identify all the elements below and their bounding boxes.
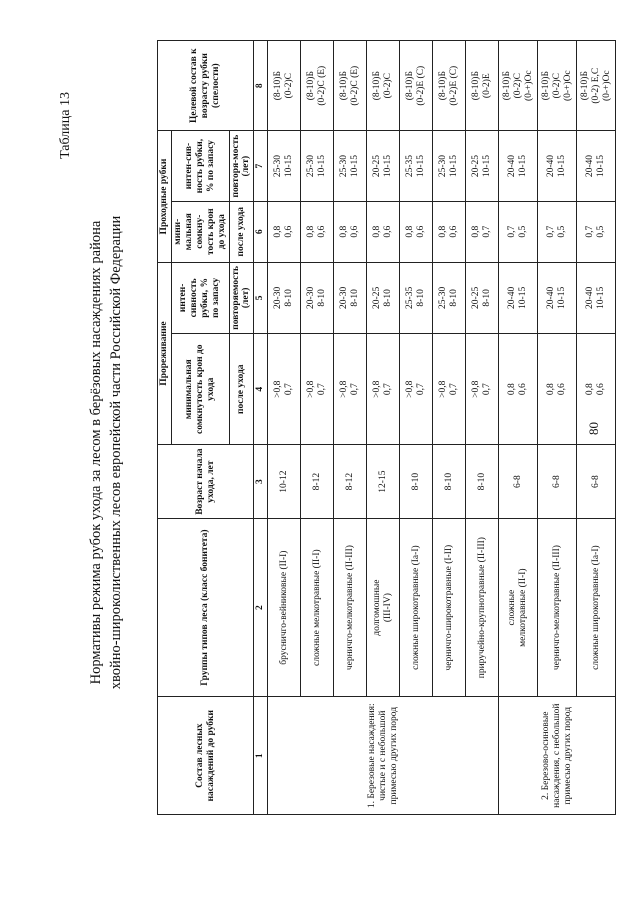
header-intensity-label: интен-сивность рубки, %: [178, 278, 211, 318]
forest-type-cell: сложные мелкотравные (II-I): [499, 518, 538, 697]
min-closure-cell: 0,8 0,6: [538, 334, 577, 445]
start-age-cell: 6-8: [499, 445, 538, 519]
intensity-cell: 20-30 8-10: [301, 262, 334, 333]
min-closure-pass-cell: 0,7 0,5: [538, 201, 577, 262]
header-after-care-pass: после ухода: [229, 201, 254, 262]
target-composition-cell: (8-10)Б (0-2)С: [268, 41, 301, 131]
intensity-cell: 20-40 10-15: [577, 262, 616, 333]
intensity-cell: 25-35 8-10: [400, 262, 433, 333]
target-composition-cell: (8-10)Б (0-2)Е: [466, 41, 499, 131]
header-min-closure-pass: мини-мальная сомкну-тость крон до ухода: [171, 201, 229, 262]
intensity-pass-cell: 25-30 10-15: [433, 131, 466, 201]
col-number: 7: [254, 131, 268, 201]
header-start-age: Возраст начала ухода, лет: [158, 445, 254, 519]
min-closure-pass-cell: 0,7 0,5: [577, 201, 616, 262]
min-closure-pass-cell: 0,8 0,6: [433, 201, 466, 262]
col-number: 6: [254, 201, 268, 262]
header-passing-cuts: Проходные рубки: [158, 131, 172, 262]
table-title-line1: Нормативы режима рубок ухода за лесом в берёзовых насаждениях района: [88, 220, 104, 685]
col-number: 8: [254, 41, 268, 131]
min-closure-cell: >0,8 0,7: [433, 334, 466, 445]
header-min-closure: минимальная сомкнутость крон до ухода: [171, 334, 229, 445]
group-label: 2. Березово-осиновые насаждения, с небольшой примесью других пород: [499, 697, 616, 815]
start-age-cell: 8-10: [466, 445, 499, 519]
min-closure-cell: >0,8 0,7: [268, 334, 301, 445]
forest-type-cell: брусничго-вейниковые (II-I): [268, 518, 301, 697]
forest-type-cell: черничго-мелкотравные (II-III): [538, 518, 577, 697]
start-age-cell: 10-12: [268, 445, 301, 519]
target-composition-cell: (8-10)Б (0-2)С (Е): [334, 41, 367, 131]
min-closure-cell: >0,8 0,7: [400, 334, 433, 445]
min-closure-pass-cell: 0,8 0,6: [334, 201, 367, 262]
table-row: [268, 41, 301, 815]
page-number: 80: [586, 422, 601, 435]
header-target-composition: Целевой состав к возрасту рубки (спелости): [158, 41, 254, 131]
intensity-pass-cell: 20-25 10-15: [367, 131, 400, 201]
min-closure-pass-cell: 0,8 0,6: [268, 201, 301, 262]
forest-type-cell: долгомошные (III-IV): [367, 518, 400, 697]
intensity-cell: 20-30 8-10: [268, 262, 301, 333]
min-closure-cell: >0,8 0,7: [466, 334, 499, 445]
start-age-cell: 8-12: [301, 445, 334, 519]
target-composition-cell: (8-10)Б (0-2)Е (С): [400, 41, 433, 131]
min-closure-pass-cell: 0,8 0,6: [367, 201, 400, 262]
start-age-cell: 6-8: [577, 445, 616, 519]
intensity-cell: 20-25 8-10: [367, 262, 400, 333]
start-age-cell: 12-15: [367, 445, 400, 519]
col-number: 5: [254, 262, 268, 333]
intensity-pass-cell: 25-30 10-15: [268, 131, 301, 201]
forest-type-cell: сложные широкотравные (Iа-I): [577, 518, 616, 697]
intensity-cell: 20-25 8-10: [466, 262, 499, 333]
header-composition: Состав лесных насаждений до рубки: [158, 697, 254, 815]
min-closure-cell: >0,8 0,7: [301, 334, 334, 445]
min-closure-pass-cell: 0,8 0,6: [301, 201, 334, 262]
forest-type-cell: черничго-широкотравные (I-II): [433, 518, 466, 697]
target-composition-cell: (8-10)Б (0-2)С (Е): [301, 41, 334, 131]
intensity-pass-cell: 20-40 10-15: [577, 131, 616, 201]
group-label: 1. Березовые насаждения: чистые и с небольшой примесью других пород: [268, 697, 499, 815]
min-closure-cell: >0,8 0,7: [334, 334, 367, 445]
header-repeat-pass: повторя-мость (лет): [229, 131, 254, 201]
norms-table: [157, 40, 616, 815]
col-number: 4: [254, 334, 268, 445]
intensity-pass-cell: 25-30 10-15: [334, 131, 367, 201]
forest-type-cell: приручейно-крупнотравные (II-III): [466, 518, 499, 697]
header-by-stock: по запасу: [211, 277, 222, 318]
header-repeat: повторяемость (лет): [229, 262, 254, 333]
intensity-pass-cell: 20-25 10-15: [466, 131, 499, 201]
forest-type-cell: сложные мелкотравные (II-I): [301, 518, 334, 697]
table-body: [268, 41, 616, 815]
col-number: 1: [254, 697, 268, 815]
start-age-cell: 8-10: [400, 445, 433, 519]
target-composition-cell: (8-10)Б (0-2)Е (С): [433, 41, 466, 131]
target-composition-cell: (8-10)Б (0-2)С (0-+)Ос: [499, 41, 538, 131]
intensity-cell: 20-30 8-10: [334, 262, 367, 333]
header-after-care: после ухода: [229, 334, 254, 445]
header-intensity-pass: интен-сив-ность рубки, % по запасу: [171, 131, 229, 201]
intensity-cell: 25-30 8-10: [433, 262, 466, 333]
min-closure-pass-cell: 0,8 0,6: [400, 201, 433, 262]
forest-type-cell: черничго-мелкотравные (II-III): [334, 518, 367, 697]
header-forest-type: Группы типов леса (класс бонитета): [158, 518, 254, 697]
start-age-cell: 6-8: [538, 445, 577, 519]
col-number: 2: [254, 518, 268, 697]
intensity-cell: 20-40 10-15: [499, 262, 538, 333]
intensity-pass-cell: 20-40 10-15: [499, 131, 538, 201]
min-closure-cell: >0,8 0,7: [367, 334, 400, 445]
table-title-line2: хвойно-широколиственных лесов европейской части Российской Федерации: [108, 215, 124, 690]
intensity-pass-cell: 20-40 10-15: [538, 131, 577, 201]
intensity-pass-cell: 25-30 10-15: [301, 131, 334, 201]
min-closure-pass-cell: 0,8 0,7: [466, 201, 499, 262]
column-number-row: [254, 41, 268, 815]
target-composition-cell: (8-10)Б (0-2)С (0-+)Ос: [538, 41, 577, 131]
min-closure-cell: 0,8 0,6: [499, 334, 538, 445]
table-number: Таблица 13: [58, 92, 73, 159]
start-age-cell: 8-12: [334, 445, 367, 519]
intensity-cell: 20-40 10-15: [538, 262, 577, 333]
intensity-pass-cell: 25-35 10-15: [400, 131, 433, 201]
forest-type-cell: сложные широкотравные (Iа-I): [400, 518, 433, 697]
start-age-cell: 8-10: [433, 445, 466, 519]
min-closure-pass-cell: 0,7 0,5: [499, 201, 538, 262]
table-row: [499, 41, 538, 815]
header-thinning: Прореживание: [158, 262, 172, 445]
col-number: 3: [254, 445, 268, 519]
min-closure-cell: 0,8 0,6: [577, 334, 616, 445]
header-intensity: [171, 262, 229, 333]
target-composition-cell: (8-10)Б (0-2)С: [367, 41, 400, 131]
target-composition-cell: (8-10)Б (0-2) Е,С (0-+)Ос: [577, 41, 616, 131]
